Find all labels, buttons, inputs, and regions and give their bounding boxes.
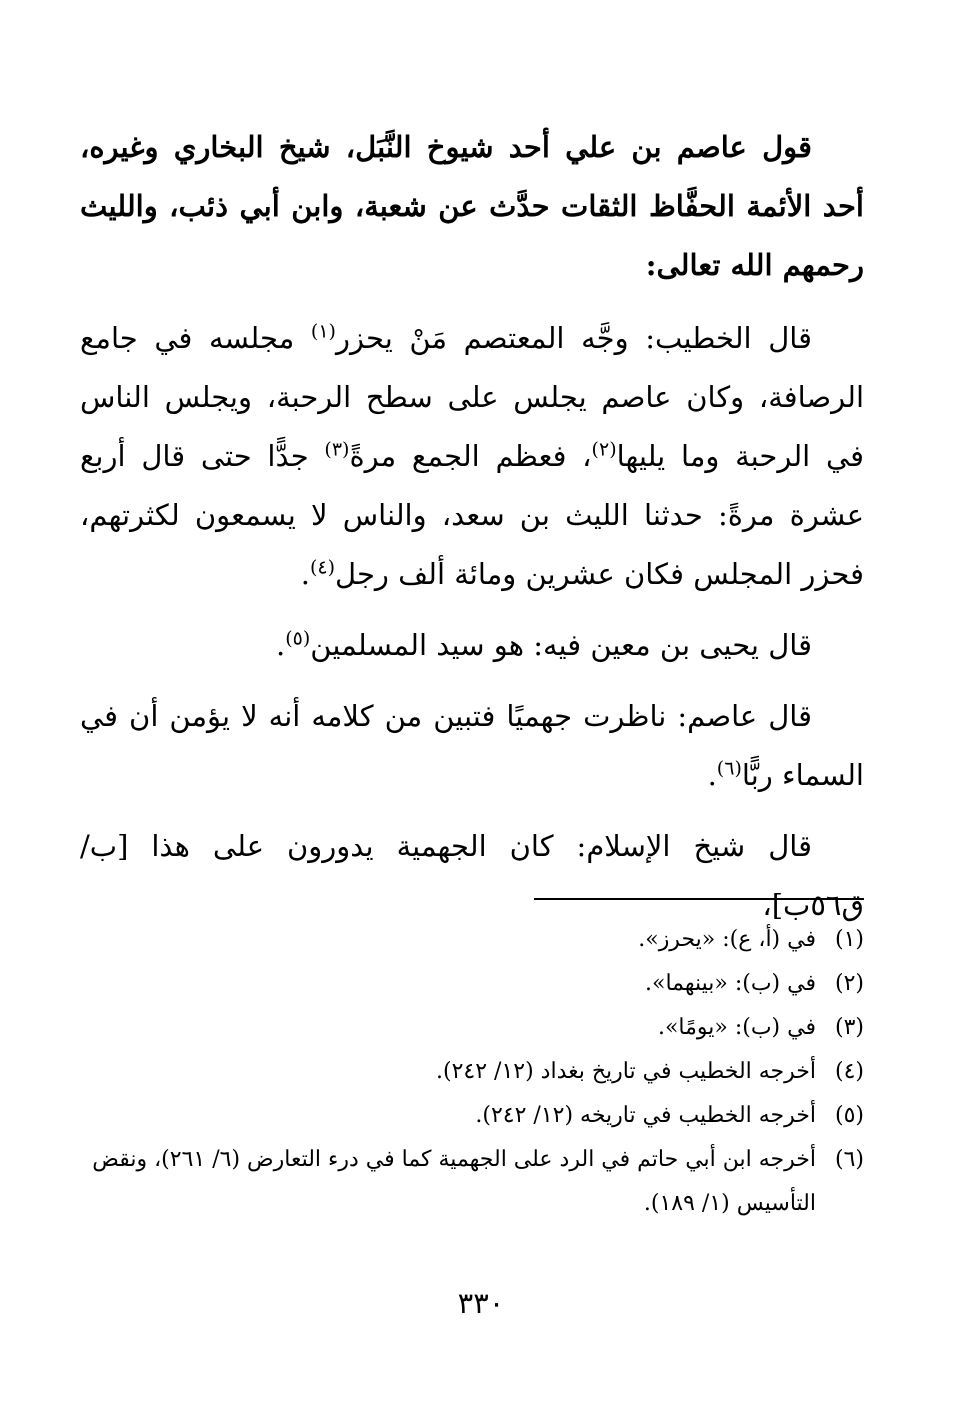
footnote-number: (٥) [834,1103,864,1128]
footnote-ref-2[interactable]: (٢) [591,438,617,461]
section-heading: قول عاصم بن علي أحد شيوخ النَّبَل، شيخ البخاري وغيره، أحد الأئمة الحفَّاظ الثقات حدَّث عن شعبة، وابن أبي ذئب، والليث رحمهم الله تعالى: [80,130,864,282]
paragraph-ibn-maeen [80,616,864,675]
footnote-number: (٢) [834,971,864,996]
footnote-number: (٣) [834,1015,864,1040]
paragraph-khatib [80,309,864,604]
footnote-text: في (ب): «بينهما». [644,971,816,996]
page-number: ٣٣٠ [457,1286,505,1320]
footnote-number: (٤) [834,1059,864,1084]
footnote-number: (١) [834,927,864,952]
paragraph-text: . [276,628,286,662]
footnote-text: في (ب): «يومًا». [657,1015,816,1040]
footnote-number: (٦) [834,1147,864,1172]
paragraph-asim [80,687,864,805]
footnote-ref-5[interactable]: (٥) [285,627,311,650]
paragraph-text: قال يحيى بن معين فيه: هو سيد المسلمين [310,628,812,662]
footnote-item [80,1094,864,1138]
paragraph-text: مجلسه في جامع الرصافة، وكان عاصم يجلس على سطح الرحبة، ويجلس الناس في الرحبة وما يليها [80,321,865,473]
main-text [80,118,864,935]
footnote-text: أخرجه ابن أبي حاتم في الرد على الجهمية كما في درء التعارض (٦/ ٢٦١)، ونقض التأسيس (١/ ١٨٩). [92,1147,816,1216]
paragraph-text: قال الخطيب: وجَّه المعتصم مَنْ يحزر [335,321,812,355]
footnote-item [80,962,864,1006]
footnote-separator [534,898,864,900]
footnote-ref-1[interactable]: (١) [310,320,336,343]
footnote-item [80,1006,864,1050]
footnote-ref-4[interactable]: (٤) [309,556,336,579]
footnotes-list [80,918,864,1226]
footnote-ref-3[interactable]: (٣) [324,438,350,461]
paragraph-text: . [300,557,310,591]
footnote-item [80,918,864,962]
footnote-text: أخرجه الخطيب في تاريخه (١٢/ ٢٤٢). [475,1103,816,1128]
paragraph-text: . [707,758,717,792]
paragraph-text: ، فعظم الجمع مرةً [349,439,592,473]
footnote-text: أخرجه الخطيب في تاريخ بغداد (١٢/ ٢٤٢). [436,1059,816,1084]
paragraph-text: قال عاصم: ناظرت جهميًا فتبين من كلامه أنه لا يؤمن أن في السماء ربًّا [80,699,864,792]
paragraph-shaykh-al-islam: قال شيخ الإسلام: كان الجهمية يدورون على هذا [ب/ ق٥٦ب]، [80,829,864,922]
footnote-item [80,1138,864,1226]
paragraph-text: جدًّا حتى قال أربع عشرة مرةً: حدثنا الليث بن سعد، والناس لا يسمعون لكثرتهم، فحزر المجلس فكان عشرين ومائة ألف رجل [80,439,864,591]
footnote-ref-6[interactable]: (٦) [716,757,742,780]
footnote-text: في (أ، ع): «يحرز». [638,927,816,952]
footnote-item [80,1050,864,1094]
